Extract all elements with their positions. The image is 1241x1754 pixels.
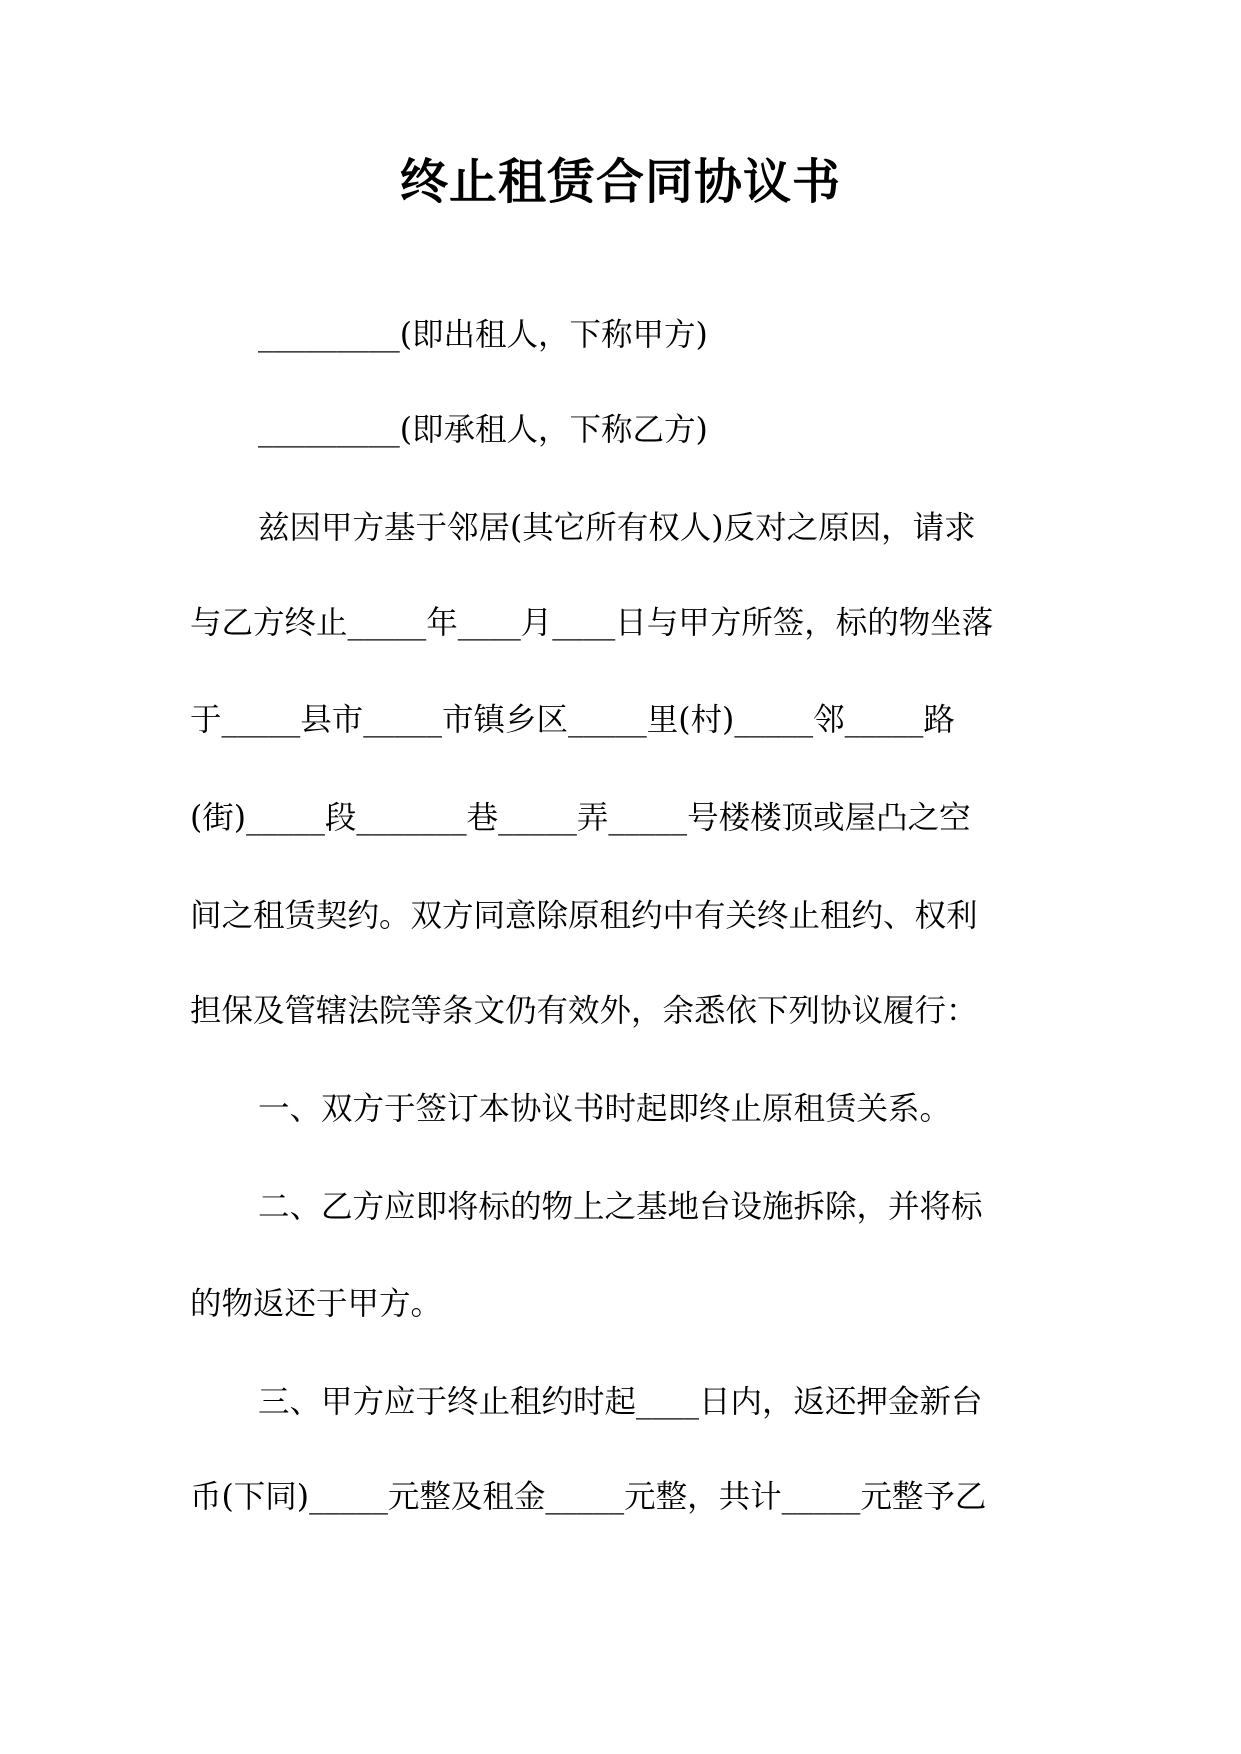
paragraph-line: (街)_____段_______巷_____弄_____号楼楼顶或屋凸之空 [190, 800, 971, 836]
clause-3-line: 三、甲方应于终止租约时起____日内，返还押金新台 [258, 1384, 983, 1420]
clause-3-line: 币(下同)_____元整及租金_____元整，共计_____元整予乙 [190, 1479, 987, 1515]
paragraph-line: 间之租赁契约。双方同意除原租约中有关终止租约、权利 [190, 898, 978, 934]
party-b-line: _________(即承租人，下称乙方) [258, 412, 708, 448]
document-title: 终止租赁合同协议书 [399, 154, 841, 210]
clause-2-line: 二、乙方应即将标的物上之基地台设施拆除，并将标 [258, 1189, 983, 1225]
paragraph-line: 兹因甲方基于邻居(其它所有权人)反对之原因，请求 [258, 510, 976, 546]
clause-1-line: 一、双方于签订本协议书时起即终止原租赁关系。 [258, 1091, 952, 1127]
paragraph-line: 于_____县市_____市镇乡区_____里(村)_____邻_____路 [190, 702, 955, 738]
clause-2-line: 的物返还于甲方。 [190, 1286, 443, 1322]
party-a-line: _________(即出租人，下称甲方) [258, 317, 708, 353]
paragraph-line: 与乙方终止_____年____月____日与甲方所签，标的物坐落 [190, 605, 994, 641]
paragraph-line: 担保及管辖法院等条文仍有效外，余悉依下列协议履行： [190, 993, 978, 1029]
